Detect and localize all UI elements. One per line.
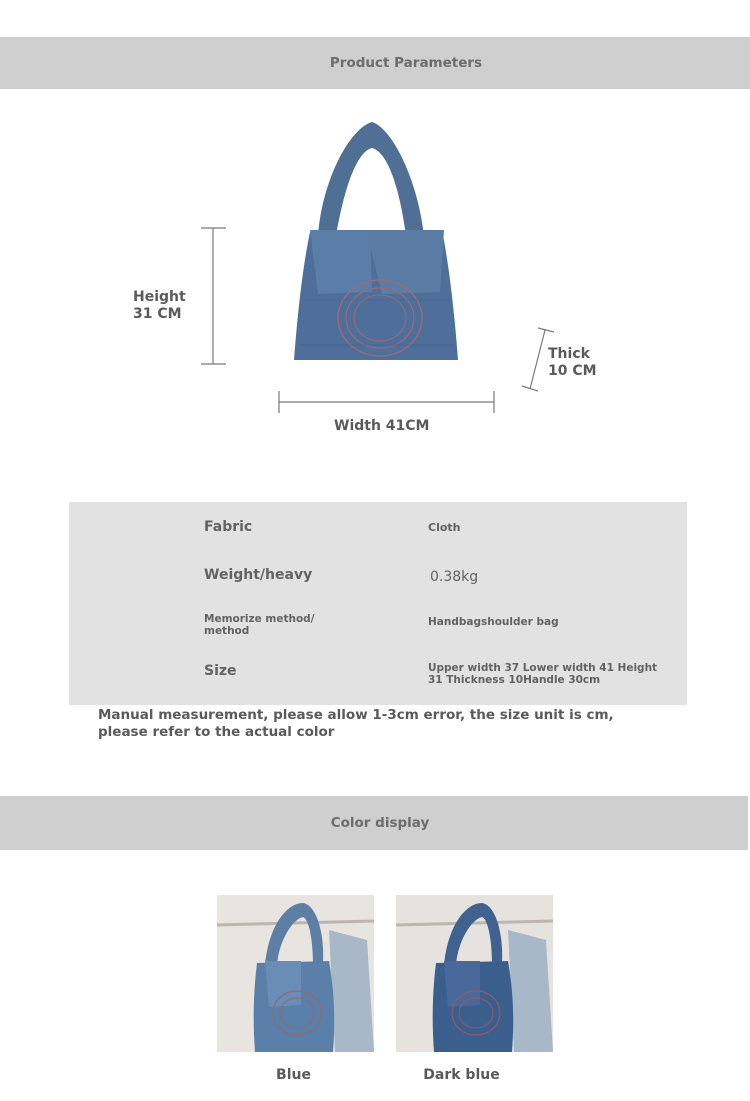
spec-label-fabric: Fabric <box>204 519 253 535</box>
bag-photo-blue <box>217 895 374 1052</box>
color-swatch-blue[interactable] <box>217 895 374 1052</box>
section-title: Product Parameters <box>329 55 483 71</box>
section-title: Color display <box>330 815 430 831</box>
color-label-dark-blue: Dark blue <box>423 1067 500 1083</box>
height-label: Height 31 CM <box>133 289 186 322</box>
spec-value-method: Handbagshoulder bag <box>428 616 559 628</box>
width-label: Width 41CM <box>334 418 430 434</box>
spec-label-weight: Weight/heavy <box>204 567 313 583</box>
bag-photo-dark-blue <box>396 895 553 1052</box>
measurement-note: Manual measurement, please allow 1-3cm error, the size unit is cm, please refer to the actual color <box>98 707 614 740</box>
spec-value-fabric: Cloth <box>428 521 461 534</box>
bag-illustration <box>294 122 458 360</box>
spec-value-size: Upper width 37 Lower width 41 Height 31 Thickness 10Handle 30cm <box>428 662 658 686</box>
color-label-blue: Blue <box>276 1067 311 1083</box>
section-banner-colors <box>0 796 748 850</box>
spec-label-method: Memorize method/ method <box>204 613 315 637</box>
color-swatch-dark-blue[interactable] <box>396 895 553 1052</box>
spec-value-weight: 0.38kg <box>430 569 479 585</box>
spec-label-size: Size <box>204 663 237 679</box>
spec-table <box>69 502 687 705</box>
section-banner-parameters <box>0 37 750 89</box>
thick-label: Thick 10 CM <box>548 346 597 379</box>
